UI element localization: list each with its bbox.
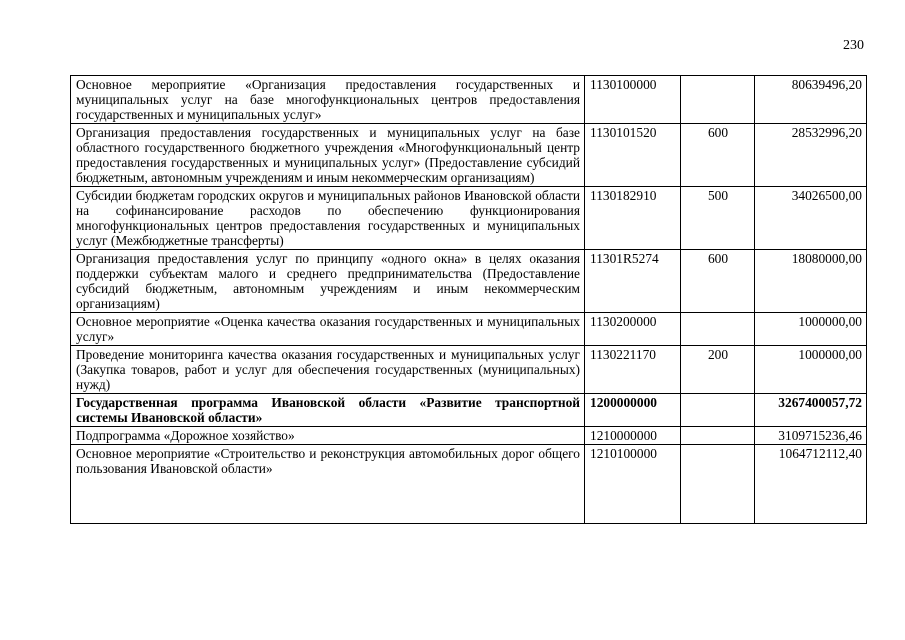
row-code: 1210100000 <box>585 445 681 524</box>
row-amount: 3109715236,46 <box>755 427 867 445</box>
row-name: Основное мероприятие «Организация предоставления государственных и муниципальных услуг на базе многофункциональных центров предоставления государственных и муниципальных услуг» <box>71 76 585 124</box>
table-row <box>71 124 867 187</box>
row-name: Проведение мониторинга качества оказания государственных и муниципальных услуг (Закупка товаров, работ и услуг для обеспечения государственных (муниципальных) нужд) <box>71 346 585 394</box>
row-type <box>681 445 755 524</box>
row-code: 1130100000 <box>585 76 681 124</box>
row-type <box>681 76 755 124</box>
row-type: 600 <box>681 124 755 187</box>
row-name: Субсидии бюджетам городских округов и муниципальных районов Ивановской области на софинансирование расходов по обеспечению функционирования многофункциональных центров предоставления государственных и муниципальных услуг (Межбюджетные трансферты) <box>71 187 585 250</box>
table-row <box>71 76 867 124</box>
row-amount: 1064712112,40 <box>755 445 867 524</box>
table-row <box>71 313 867 346</box>
row-code: 1200000000 <box>585 394 681 427</box>
row-type <box>681 394 755 427</box>
row-type: 200 <box>681 346 755 394</box>
budget-table <box>70 75 867 524</box>
row-amount: 80639496,20 <box>755 76 867 124</box>
row-amount: 1000000,00 <box>755 313 867 346</box>
row-code: 1210000000 <box>585 427 681 445</box>
row-type <box>681 313 755 346</box>
table-row-program <box>71 394 867 427</box>
row-code: 1130200000 <box>585 313 681 346</box>
row-name: Организация предоставления услуг по принципу «одного окна» в целях оказания поддержки субъектам малого и среднего предпринимательства (Предоставление субсидий бюджетным, автономным учреждениям и иным некоммерческим организациям) <box>71 250 585 313</box>
row-name: Основное мероприятие «Оценка качества оказания государственных и муниципальных услуг» <box>71 313 585 346</box>
row-code: 11301R5274 <box>585 250 681 313</box>
table-row <box>71 187 867 250</box>
row-amount: 34026500,00 <box>755 187 867 250</box>
table-row <box>71 250 867 313</box>
row-name: Подпрограмма «Дорожное хозяйство» <box>71 427 585 445</box>
row-amount: 3267400057,72 <box>755 394 867 427</box>
row-code: 1130101520 <box>585 124 681 187</box>
row-amount: 28532996,20 <box>755 124 867 187</box>
row-type: 600 <box>681 250 755 313</box>
table-row <box>71 445 867 524</box>
table-row <box>71 346 867 394</box>
row-name: Организация предоставления государственных и муниципальных услуг на базе областного государственного бюджетного учреждения «Многофункциональный центр предоставления государственных и муниципальных услуг» (Предоставление субсидий бюджетным, автономным учреждениям и иным некоммерческим организациям) <box>71 124 585 187</box>
row-name: Государственная программа Ивановской области «Развитие транспортной системы Ивановской области» <box>71 394 585 427</box>
table-row <box>71 427 867 445</box>
row-code: 1130182910 <box>585 187 681 250</box>
row-amount: 1000000,00 <box>755 346 867 394</box>
row-name: Основное мероприятие «Строительство и реконструкция автомобильных дорог общего пользования Ивановской области» <box>71 445 585 524</box>
row-amount: 18080000,00 <box>755 250 867 313</box>
row-type <box>681 427 755 445</box>
page-number: 230 <box>843 38 864 53</box>
row-code: 1130221170 <box>585 346 681 394</box>
row-type: 500 <box>681 187 755 250</box>
